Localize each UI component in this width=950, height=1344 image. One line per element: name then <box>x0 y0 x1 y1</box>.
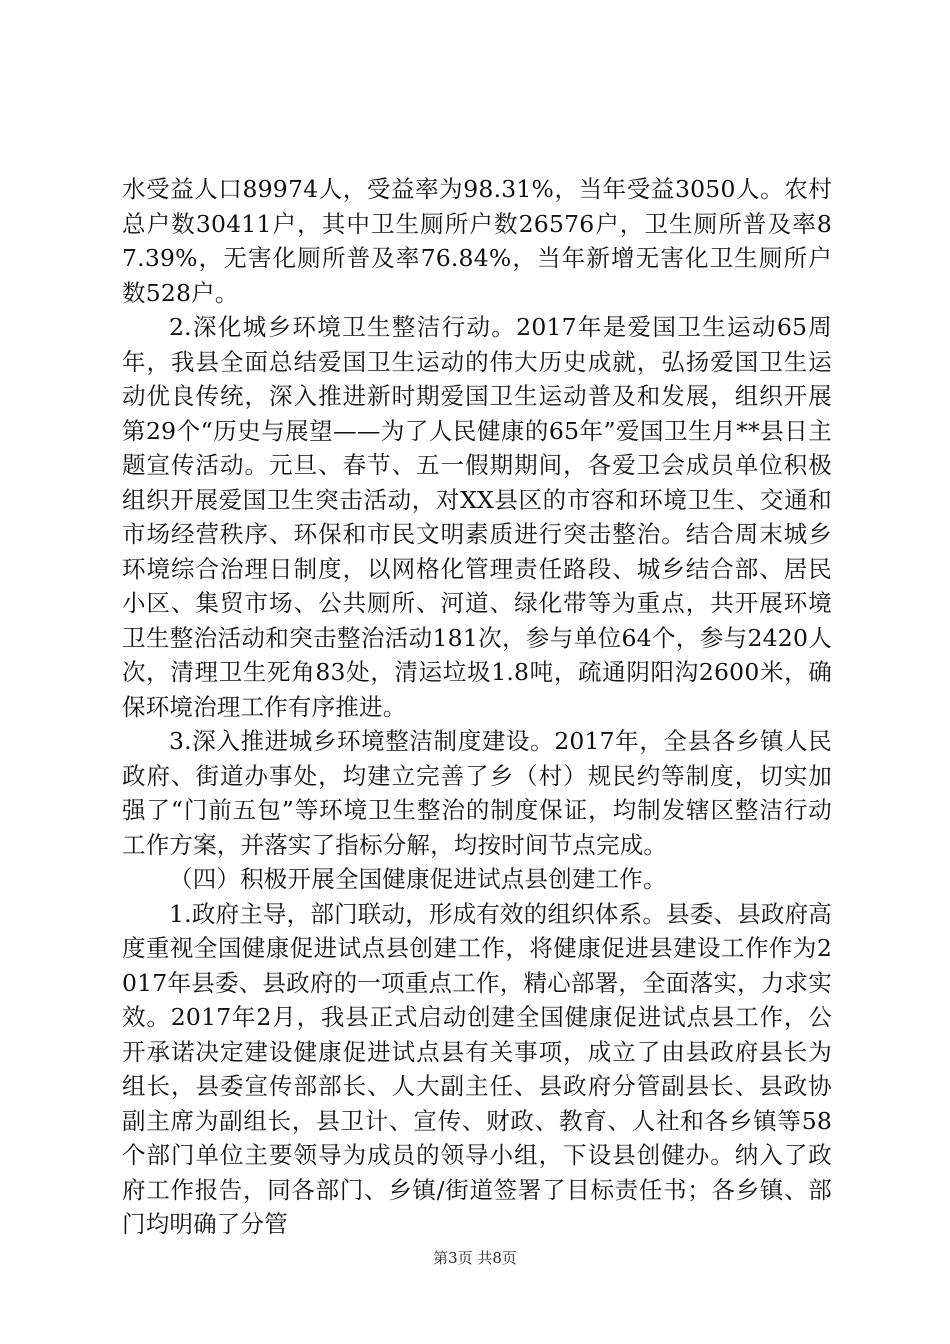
page-number-footer: 第3页 共8页 <box>433 1249 517 1267</box>
paragraph-environment-campaign: 2.深化城乡环境卫生整洁行动。2017年是爱国卫生运动65周年，我县全面总结爱国卫生运动的伟大历史成就，弘扬爱国卫生运动优良传统，深入推进新时期爱国卫生运动普及和发展，组织开展第29个“历史与展望——为了人民健康的65年”爱国卫生月**县日主题宣传活动。元旦、春节、五一假期期间，各爱卫会成员单位积极组织开展爱国卫生突击活动，对XX县区的市容和环境卫生、交通和市场经营秩序、环保和市民文明素质进行突击整治。结合周末城乡环境综合治理日制度，以网格化管理责任路段、城乡结合部、居民小区、集贸市场、公共厕所、河道、绿化带等为重点，共开展环境卫生整治活动和突击整治活动181次，参与单位64个，参与2420人次，清理卫生死角83处，清运垃圾1.8吨，疏通阴阳沟2600米，确保环境治理工作有序推进。 <box>122 313 832 721</box>
paragraph-government-leadership: 1.政府主导，部门联动，形成有效的组织体系。县委、县政府高度重视全国健康促进试点县创建工作，将健康促进县建设工作作为2017年县委、县政府的一项重点工作，精心部署，全面落实，力求实效。2017年2月，我县正式启动创建全国健康促进试点县工作，公开承诺决定建设健康促进试点县有关事项，成立了由县政府县长为组长，县委宣传部部长、人大副主任、县政府分管副县长、县政协副主席为副组长，县卫计、宣传、财政、教育、人社和各乡镇等58个部门单位主要领导为成员的领导小组，下设县创健办。纳入了政府工作报告，同各部门、乡镇/街道签署了目标责任书；各乡镇、部门均明确了分管 <box>122 899 832 1238</box>
paragraph-system-building: 3.深入推进城乡环境整洁制度建设。2017年，全县各乡镇人民政府、街道办事处，均建立完善了乡（村）规民约等制度，切实加强了“门前五包”等环境卫生整治的制度保证，均制发辖区整洁行动工作方案，并落实了指标分解，均按时间节点完成。 <box>122 727 832 859</box>
paragraph-sanitation-stats: 水受益人口89974人，受益率为98.31%，当年受益3050人。农村总户数30411户，其中卫生厕所户数26576户，卫生厕所普及率87.39%，无害化厕所普及率76.84%，当年新增无害化卫生厕所户数528户。 <box>122 175 832 307</box>
document-body <box>122 172 832 1242</box>
section-heading-health-promotion: （四）积极开展全国健康促进试点县创建工作。 <box>169 865 667 893</box>
